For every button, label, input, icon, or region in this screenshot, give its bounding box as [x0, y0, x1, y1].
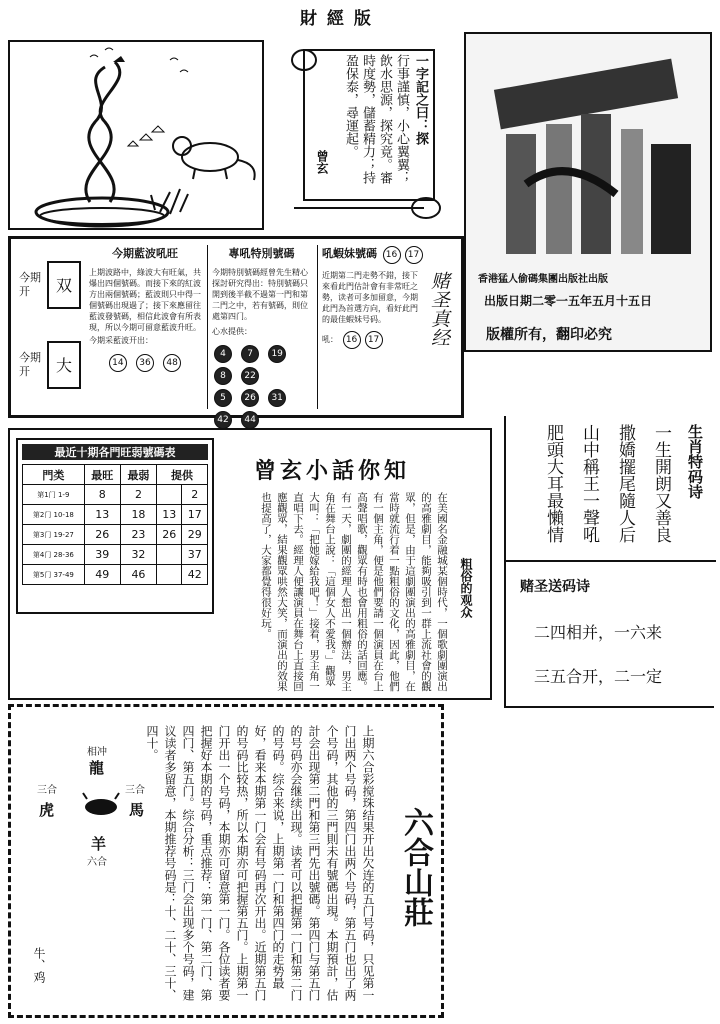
min-cell: 46	[120, 565, 156, 585]
label-this-period-top: 今期开	[19, 271, 41, 298]
pick-cell: 42	[182, 565, 208, 585]
pick-cell: 37	[182, 545, 208, 565]
shrimp-footer: 吼：	[322, 335, 338, 344]
story-title: 曾玄小話你知	[254, 459, 411, 484]
max-cell: 26	[84, 525, 120, 545]
predictions-panel	[8, 236, 464, 425]
gate-cell: 第1门 1-9	[23, 485, 85, 505]
special-numbers-grid	[212, 341, 311, 429]
number-ball: 44	[241, 411, 259, 429]
illustration-panel	[8, 40, 264, 230]
zodiac-bottom-label: 六合	[87, 857, 107, 868]
number-ball: 14	[109, 354, 127, 372]
shrimp-text: 近期第二門走勢不錯，接下來看此門估計會有非常旺之勢，读者可多加留意，今期此門為首選方向，看好此門的最佳蝦妹号码。	[322, 271, 418, 324]
publish-date: 出版日期二零一五年五月十五日	[484, 294, 653, 308]
blue-wave-title: 今期藍波吼旺	[112, 247, 178, 260]
number-ball: 17	[365, 331, 383, 349]
shrimp-title-row	[322, 245, 457, 264]
number-ball: 16	[383, 246, 401, 264]
header-cell: 提供	[157, 465, 208, 485]
shrimp-title: 吼蝦妹號碼	[322, 247, 377, 260]
number-ball: 4	[214, 345, 232, 363]
zodiac-right-label: 三合	[125, 785, 145, 796]
min-cell: 23	[120, 525, 156, 545]
motto-author: 曾玄	[315, 150, 329, 174]
label-this-period-bottom: 今期开	[19, 351, 41, 378]
zodiac-footer: 牛、鸡	[32, 947, 46, 983]
number-ball: 8	[214, 367, 232, 385]
number-ball: 48	[163, 354, 181, 372]
gate-cell: 第3门 19-27	[23, 525, 85, 545]
zodiac-left: 虎	[39, 801, 55, 819]
pick-cell: 13	[157, 505, 182, 525]
copyright-notice: 版權所有，翻印必究	[486, 327, 612, 343]
header-cell: 門类	[23, 465, 85, 485]
poem-panel	[504, 416, 714, 708]
gate-cell: 第2门 10-18	[23, 505, 85, 525]
min-cell: 32	[120, 545, 156, 565]
motto-title: 一字記之曰：探	[413, 54, 428, 145]
page-title: 財 經 版	[300, 9, 373, 29]
pick-cell: 2	[182, 485, 208, 505]
gate-cell: 第4门 28-36	[23, 545, 85, 565]
number-ball: 31	[268, 389, 286, 407]
pick-cell: 29	[182, 525, 208, 545]
publisher-poster	[464, 32, 712, 352]
big-box: 大	[47, 341, 81, 389]
saint-poem-line: 二四相并，一六来	[534, 623, 663, 642]
article-panel	[8, 704, 444, 1018]
zodiac-poem-line: 山中稱王一聲吼	[579, 424, 599, 543]
motto-text: 行事謹慎，小心翼翼；飲水思源，探究竟。審時度勢，儲蓄精力；持盈保泰，尋運起。	[343, 54, 409, 184]
shrimp-number-column	[317, 245, 457, 409]
story-panel	[8, 428, 492, 700]
article-title: 六合山莊	[398, 807, 433, 927]
odd-even-box	[19, 251, 83, 401]
pick-cell: 17	[182, 505, 208, 525]
number-ball: 5	[214, 389, 232, 407]
city-graphic	[466, 34, 710, 264]
saint-poem-line: 三五合开，二一定	[534, 667, 663, 686]
pick-cell: 26	[157, 525, 182, 545]
zodiac-poem-title: 生肖特码诗	[686, 424, 704, 499]
number-ball: 22	[241, 367, 259, 385]
blue-wave-column	[89, 245, 201, 409]
min-cell: 18	[120, 505, 156, 525]
special-number-column	[207, 245, 311, 425]
number-ball: 42	[214, 411, 232, 429]
max-cell: 39	[84, 545, 120, 565]
min-cell: 2	[120, 485, 156, 505]
double-box: 双	[47, 261, 81, 309]
snake-mouse-illustration	[10, 42, 262, 228]
zodiac-poem-line: 撒嬌擺尾隨人后	[615, 424, 635, 543]
divider	[506, 560, 716, 562]
number-ball: 36	[136, 354, 154, 372]
story-byline: 粗俗的观众	[459, 558, 473, 618]
motto-scroll	[284, 40, 444, 224]
zodiac-poem-line: 一生開朗又善良	[651, 424, 671, 543]
number-ball: 17	[405, 246, 423, 264]
header-cell: 最弱	[120, 465, 156, 485]
number-ball: 19	[268, 345, 286, 363]
table-header-row	[23, 465, 208, 485]
gate-cell: 第5门 37-49	[23, 565, 85, 585]
number-ball: 16	[343, 331, 361, 349]
zodiac-left-label: 三合	[37, 785, 57, 796]
publisher-name: 香港猛人偷碼集團出版社出版	[478, 274, 608, 285]
special-number-title: 專吼特別號碼	[228, 247, 295, 260]
frequency-table-title: 最近十期各門旺弱號碼表	[22, 444, 208, 460]
max-cell: 8	[84, 485, 120, 505]
special-number-sub: 心水提供：	[212, 327, 252, 336]
number-ball: 26	[241, 389, 259, 407]
zodiac-poem-line: 肥頭大耳最懶情	[543, 424, 563, 543]
max-cell: 13	[84, 505, 120, 525]
max-cell: 49	[84, 565, 120, 585]
special-number-text: 今期特別號碼經曾先生精心探討研究得出：特別號碼只開到後半截不過第一門和第二門之中，若有號碼，則位處第四门。	[212, 268, 308, 321]
number-ball: 7	[241, 345, 259, 363]
header-cell: 最旺	[84, 465, 120, 485]
gambling-saint-stamp: 赌圣真经	[428, 271, 450, 347]
blue-wave-footer: 今期采藍波开出：	[89, 336, 153, 345]
zodiac-right: 馬	[129, 801, 145, 819]
zodiac-top: 龍	[89, 759, 105, 777]
article-text: 上期六合彩搅珠结果开出欠连的五门号码，只见第一门出两个号码，第四门出两个号码，第五门也出了两个号码，其他的三門則未有號碼出現。本期預計，估計会出现第二門和第三門先出號碼。第四门与第五门的号码亦会继续出现。读者可以把握第一门和第二门的号码。综合来说，上期第一门和第四门的走势最好，看来本期第一门会有号码再次开出。近期第五门的号码比较热，所以本期亦可把握第五门。上期第一门开出一个号码，本期亦可留意第一门。各位读者要把握好本期的号码，重点推荐：第一门、第二门、第四门、第五门。综合分析：三门会出现多个号码，建议读者多留意，本期推荐号码是：十、二十、三十、四十。	[145, 725, 375, 1001]
zodiac-top-label: 相冲	[87, 747, 107, 758]
zodiac-bottom: 羊	[91, 835, 107, 853]
story-text: 在美國名金融城某個時代，一個歌劇團演出的高雅劇目，能夠吸引到一群上流社會的觀眾，但是，由于這劇團演出的高雅劇目，在當時就流行着一點粗俗的文化，因此，他們有一個主角，便是他們要請一個演員在台上高聲唱歌，觀眾有時也會用粗俗的話回應。有一天，劇團的經理人想出一個辦法，男主角在舞台上說：「這個女人不愛我。」觀眾大叫：「把她嫁給我吧！」接着，男主角一直唱下去。經理人便讓演員在舞台上直接回應觀眾，結果觀眾哄然大笑，而演出的效果也提高了，大家都覺得很好玩。	[260, 492, 448, 692]
blue-wave-numbers	[89, 350, 201, 372]
blue-wave-text: 上期波路中，綠波大有旺氣，共爆出四個號碼。而接下來的紅波方出兩個號碼；藍波則只中得一個號碼出現過了；接下來應留往藍波發號碼，相信此波會有所表現，所以今期可留意藍波升旺。	[89, 268, 201, 332]
saint-poem-title: 赌圣送码诗	[520, 579, 590, 595]
